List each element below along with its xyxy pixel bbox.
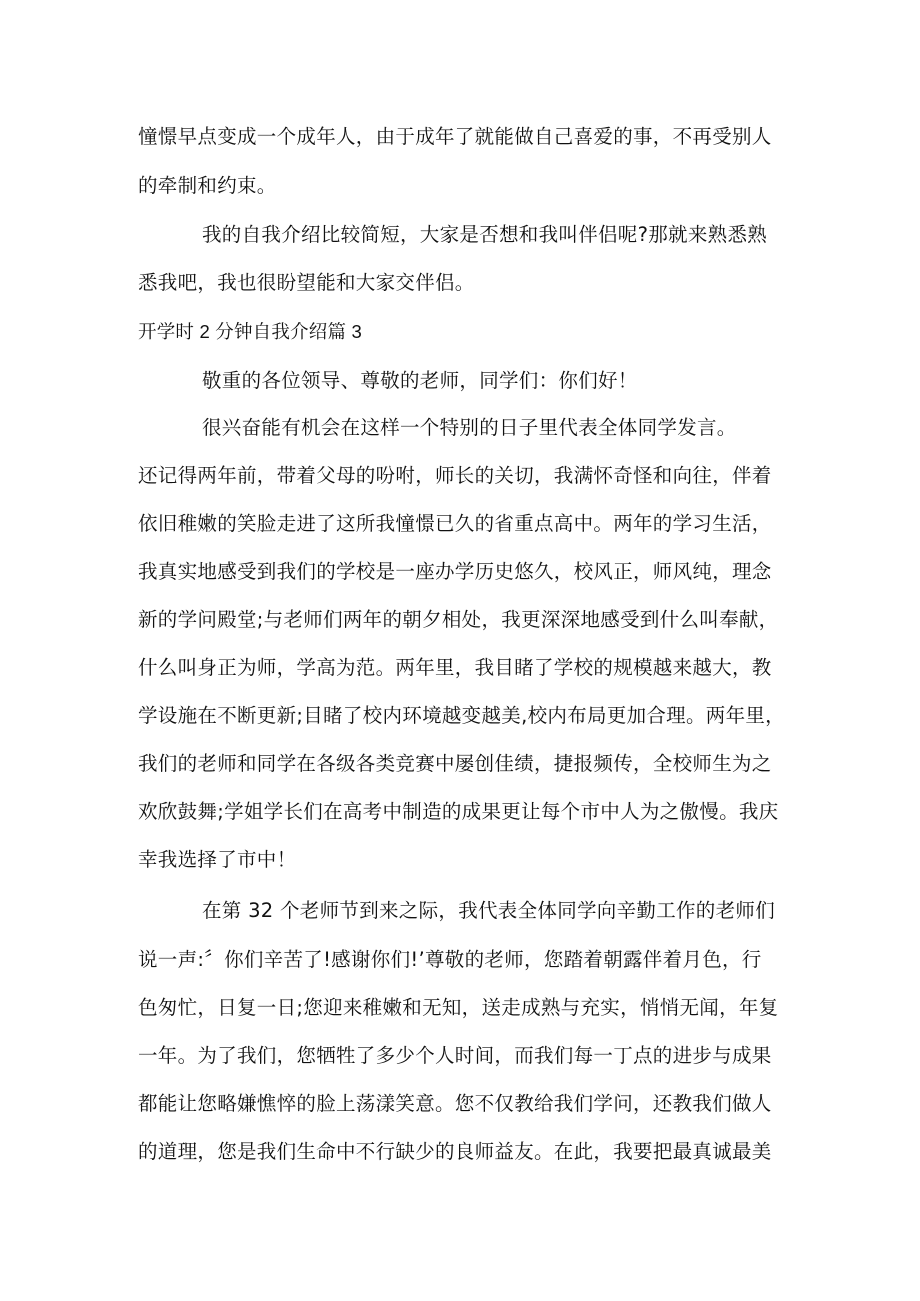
text-line: 悉我吧，我也很盼望能和大家交伴侣。 [138,271,475,294]
text-line: 欢欣鼓舞;学姐学长们在高考中制造的成果更让每个市中人为之傲慢。我庆 [138,800,779,823]
text-line: 说一声:〞你们辛苦了!感谢你们!’尊敬的老师，您踏着朝露伴着月色，行 [138,948,762,971]
text-line: 的道理，您是我们生命中不行缺少的良师益友。在此，我要把最真诚最美 [138,1140,772,1163]
text-line: 一年。为了我们，您牺牲了多少个人时间，而我们每一丁点的进步与成果 [138,1044,772,1067]
text-line: 的牵制和约束。 [138,174,277,197]
text-line: 我真实地感受到我们的学校是一座办学历史悠久，校风正，师风纯，理念 [138,560,772,583]
text-line: 依旧稚嫩的笑脸走进了这所我憧憬已久的省重点高中。两年的学习生活， [138,512,772,535]
paragraph-start-line: 很兴奋能有机会在这样一个特别的日子里代表全体同学发言。 [202,416,737,439]
paragraph-start-line: 在第 32 个老师节到来之际，我代表全体同学向辛勤工作的老师们 [202,899,776,922]
text-line: 色匆忙，日复一日;您迎来稚嫩和无知，送走成熟与充实，悄悄无闻，年复 [138,996,779,1019]
text-line: 新的学问殿堂;与老师们两年的朝夕相处，我更深深地感受到什么叫奉献， [138,608,779,631]
text-line: 什么叫身正为师，学高为范。两年里，我目睹了学校的规模越来越大，教 [138,656,772,679]
paragraph-start-line: 敬重的各位领导、尊敬的老师，同学们：你们好！ [202,369,638,392]
text-line: 学设施在不断更新;目睹了校内环境越变越美,校内布局更加合理。两年里， [138,704,785,727]
text-line: 憧憬早点变成一个成年人，由于成年了就能做自己喜爱的事，不再受别人 [138,125,772,148]
text-line: 幸我选择了市中！ [138,848,297,871]
text-line: 还记得两年前，带着父母的吩咐，师长的关切，我满怀奇怪和向往，伴着 [138,464,772,487]
text-line: 我们的老师和同学在各级各类竞赛中屡创佳绩，捷报频传，全校师生为之 [138,752,772,775]
paragraph-start-line: 我的自我介绍比较简短，大家是否想和我叫伴侣呢?那就来熟悉熟 [202,223,768,246]
text-line: 都能让您略嫌憔悴的脸上荡漾笑意。您不仅教给我们学问，还教我们做人 [138,1092,772,1115]
section-heading: 开学时 2 分钟自我介绍篇 3 [138,321,362,342]
